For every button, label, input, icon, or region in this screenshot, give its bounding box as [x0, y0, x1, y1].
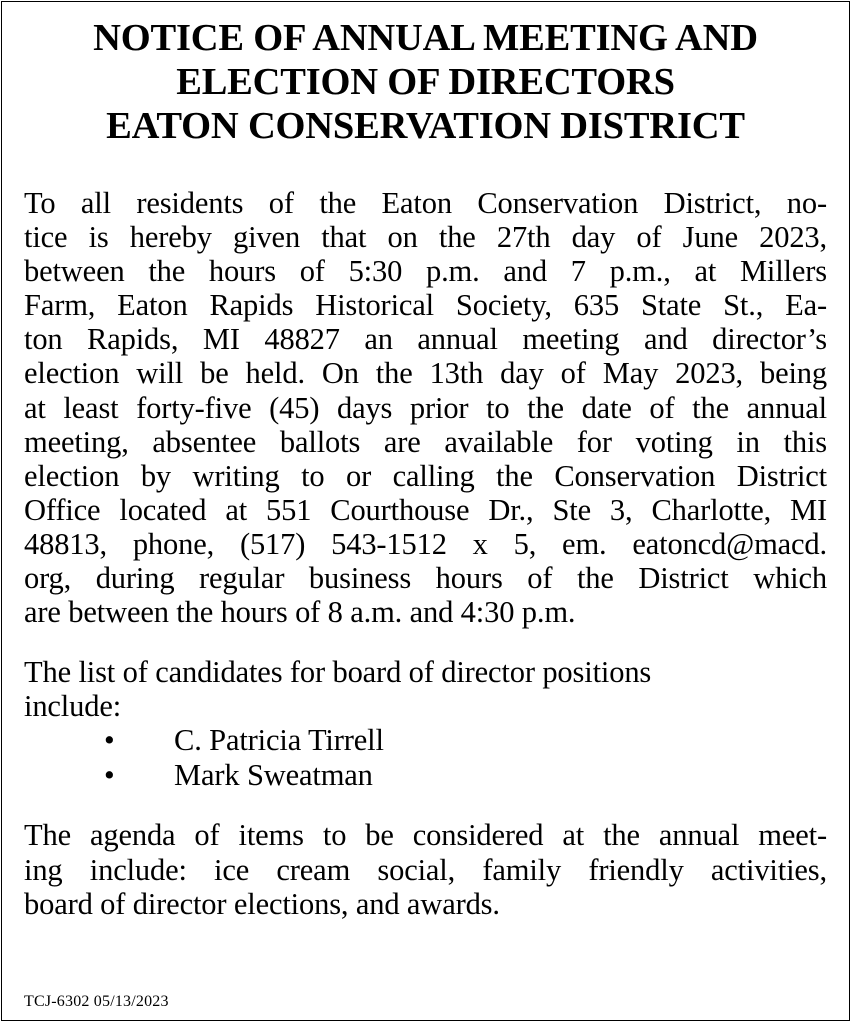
title-line-1: NOTICE OF ANNUAL MEETING AND	[93, 17, 758, 59]
paragraph-line: between the hours of 5:30 p.m. and 7 p.m., at Millers	[24, 254, 827, 289]
candidate-list	[24, 723, 827, 792]
paragraph-line: are between the hours of 8 a.m. and 4:30 p.m.	[24, 595, 576, 630]
notice-title	[2, 16, 849, 148]
legal-notice	[1, 1, 850, 1021]
paragraph-line: org, during regular business hours of the District which	[24, 561, 827, 596]
paragraph-line: Farm, Eaton Rapids Historical Society, 635 State St., Ea-	[24, 288, 827, 323]
notice-paragraph-agenda	[2, 818, 849, 920]
paragraph-line: Office located at 551 Courthouse Dr., Ste 3, Charlotte, MI	[24, 492, 827, 527]
notice-paragraph-meeting-details	[2, 186, 849, 629]
paragraph-line: ing include: ice cream social, family friendly activities,	[24, 852, 827, 887]
candidate-list-item	[24, 723, 827, 758]
paragraph-line: include:	[24, 689, 122, 724]
paragraph-line: The list of candidates for board of director positions	[24, 655, 652, 690]
paragraph-line: meeting, absentee ballots are available for voting in this	[24, 424, 827, 459]
title-line-3: EATON CONSERVATION DISTRICT	[106, 105, 745, 147]
candidate-name: Mark Sweatman	[174, 757, 373, 792]
notice-reference-footer: TCJ-6302 05/13/2023	[24, 993, 169, 1010]
notice-paragraph-candidates	[2, 655, 849, 792]
paragraph-line: ton Rapids, MI 48827 an annual meeting and director’s	[24, 322, 827, 357]
bullet-icon: •	[104, 757, 115, 792]
candidate-name: C. Patricia Tirrell	[174, 723, 384, 758]
paragraph-line: election by writing to or calling the Conservation District	[24, 458, 827, 493]
paragraph-line: The agenda of items to be considered at the annual meet-	[24, 818, 827, 853]
paragraph-line: board of director elections, and awards.	[24, 886, 500, 921]
title-line-2: ELECTION OF DIRECTORS	[176, 61, 675, 103]
paragraph-line: at least forty-five (45) days prior to the date of the annual	[24, 390, 827, 425]
candidate-list-item	[24, 758, 827, 793]
paragraph-line: 48813, phone, (517) 543-1512 x 5, em. eatoncd@macd.	[24, 526, 827, 561]
paragraph-line: election will be held. On the 13th day of May 2023, being	[24, 356, 827, 391]
paragraph-line: To all residents of the Eaton Conservation District, no-	[24, 186, 827, 220]
bullet-icon: •	[104, 723, 115, 758]
paragraph-line: tice is hereby given that on the 27th day of June 2023,	[24, 220, 827, 255]
